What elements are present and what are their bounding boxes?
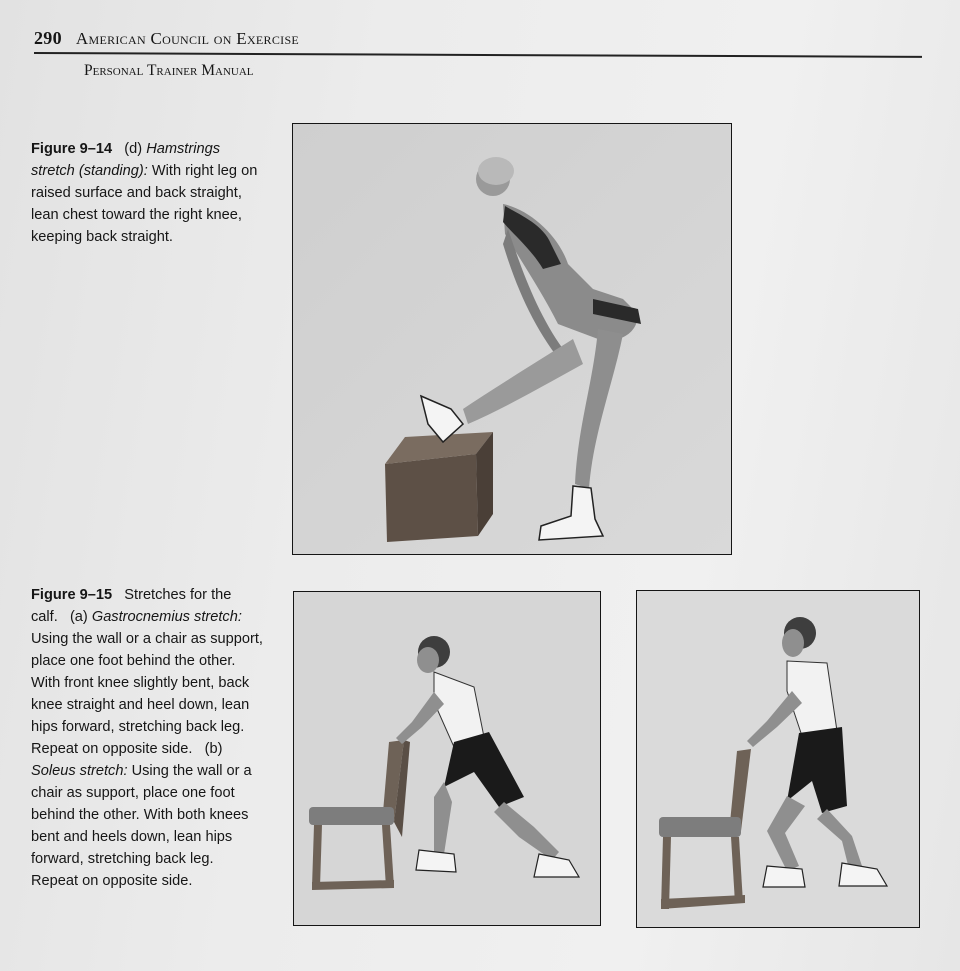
figure-term-a: Gastrocnemius stretch: <box>91 609 242 625</box>
soleus-stretch-illustration <box>637 591 919 927</box>
figure-9-14-caption <box>31 138 261 248</box>
soleus-stretch-photo <box>636 590 920 928</box>
figure-term: Hamstrings stretch (standing): <box>31 141 220 179</box>
figure-label: Figure 9–15 <box>31 587 113 603</box>
figure-part: (d) <box>124 141 143 157</box>
hamstring-stretch-photo <box>292 123 732 555</box>
gastrocnemius-stretch-photo <box>293 591 601 926</box>
book-title: American Council on Exercise <box>75 29 300 48</box>
gastrocnemius-stretch-illustration <box>294 592 600 925</box>
book-subtitle: Personal Trainer Manual <box>84 62 254 79</box>
hamstring-stretch-illustration <box>293 124 731 554</box>
figure-intro: Stretches for the calf. <box>31 587 232 625</box>
figure-label: Figure 9–14 <box>31 141 113 157</box>
figure-part-b: (b) <box>204 741 223 757</box>
figure-text-b: Using the wall or a chair as support, place one foot behind the other. With both knees bent and heels down, lean hips forward, stretching back leg. Repeat on opposite side. <box>31 763 252 889</box>
figure-text: With right leg on raised surface and back straight, lean chest toward the right knee, keeping back straight. <box>31 163 258 245</box>
header-rule <box>34 52 922 57</box>
figure-9-15-caption <box>31 584 263 892</box>
figure-part-a: (a) <box>69 609 88 625</box>
running-head <box>34 28 299 49</box>
figure-text-a: Using the wall or a chair as support, place one foot behind the other. With front knee slightly bent, back knee straight and heel down, lean hips forward, stretching back leg. Repeat on opposite side. <box>31 631 263 757</box>
figure-term-b: Soleus stretch: <box>31 763 128 779</box>
page-number: 290 <box>34 28 62 48</box>
